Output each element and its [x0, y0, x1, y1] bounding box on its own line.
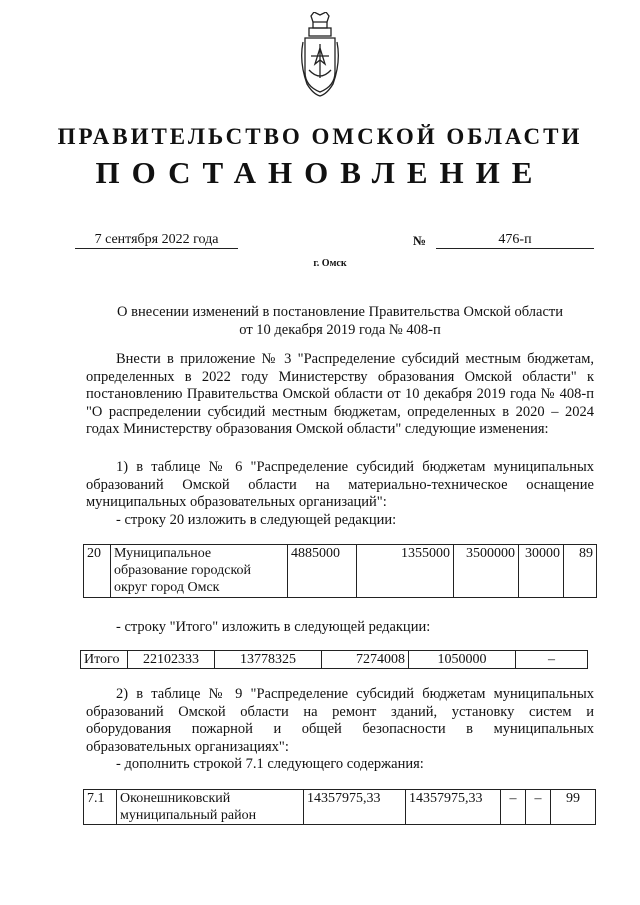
item-1-paragraph: 1) в таблице № 6 "Распределение субсидий бюджетам муниципальных образований Омской области на материально-техническое оснащение муниципальных образовательных организаций": [86, 459, 594, 510]
row-value-5: 89 [564, 545, 597, 598]
title-line-1: О внесении изменений в постановление Правительства Омской области [117, 304, 563, 320]
row-value-4: 30000 [519, 545, 564, 598]
item-2-dash: - дополнить строкой 7.1 следующего содержания: [116, 756, 424, 772]
row-number: 7.1 [84, 790, 117, 825]
total-value-2: 13778325 [215, 651, 322, 669]
coat-of-arms-icon [299, 12, 341, 100]
row-name: Оконешниковский муниципальный район [117, 790, 304, 825]
document-title [80, 303, 600, 339]
total-value-1: 22102333 [128, 651, 215, 669]
organization-name: ПРАВИТЕЛЬСТВО ОМСКОЙ ОБЛАСТИ [57, 124, 583, 149]
item-1-dash-2: - строку "Итого" изложить в следующей редакции: [116, 619, 431, 635]
document-type: ПОСТАНОВЛЕНИЕ [95, 155, 545, 190]
table-row [81, 651, 588, 669]
number-sign: № [413, 233, 427, 248]
title-line-2: от 10 декабря 2019 года № 408-п [239, 322, 441, 338]
row-value-3: 3500000 [454, 545, 519, 598]
total-label: Итого [81, 651, 128, 669]
item-2-paragraph: 2) в таблице № 9 "Распределение субсидий бюджетам муниципальных образований Омской области на ремонт зданий, установку систем и оборудования пожарной и общей безопасности в муниципальных образовательных организациях": [86, 686, 594, 755]
row-value-2: 14357975,33 [406, 790, 501, 825]
city: г. Омск [313, 258, 347, 269]
table-row-7-1 [83, 789, 596, 825]
row-value-2: 1355000 [357, 545, 454, 598]
total-value-5: – [516, 651, 588, 669]
row-number: 20 [84, 545, 111, 598]
row-name: Муниципальное образование городской округ город Омск [111, 545, 288, 598]
document-date: 7 сентября 2022 года [75, 232, 238, 249]
table-row [84, 790, 596, 825]
document-number: 476-п [436, 232, 594, 249]
table-total-row [80, 650, 588, 669]
table-row-20 [83, 544, 597, 598]
row-value-5: 99 [551, 790, 596, 825]
table-row [84, 545, 597, 598]
total-value-4: 1050000 [409, 651, 516, 669]
item-1-dash-1: - строку 20 изложить в следующей редакции: [116, 512, 397, 528]
row-value-4: – [526, 790, 551, 825]
intro-paragraph: Внести в приложение № 3 "Распределение субсидий местным бюджетам, определенных в 2022 году Министерству образования Омской области" к постановлению Правительства Омской области от 10 декабря 2019 года № 408-п "О распределении субсидий местным бюджетам, определенных в 2020 – 2024 годах Министерству образования Омской области" следующие изменения: [86, 351, 594, 437]
row-value-1: 4885000 [288, 545, 357, 598]
row-value-1: 14357975,33 [304, 790, 406, 825]
total-value-3: 7274008 [322, 651, 409, 669]
row-value-3: – [501, 790, 526, 825]
